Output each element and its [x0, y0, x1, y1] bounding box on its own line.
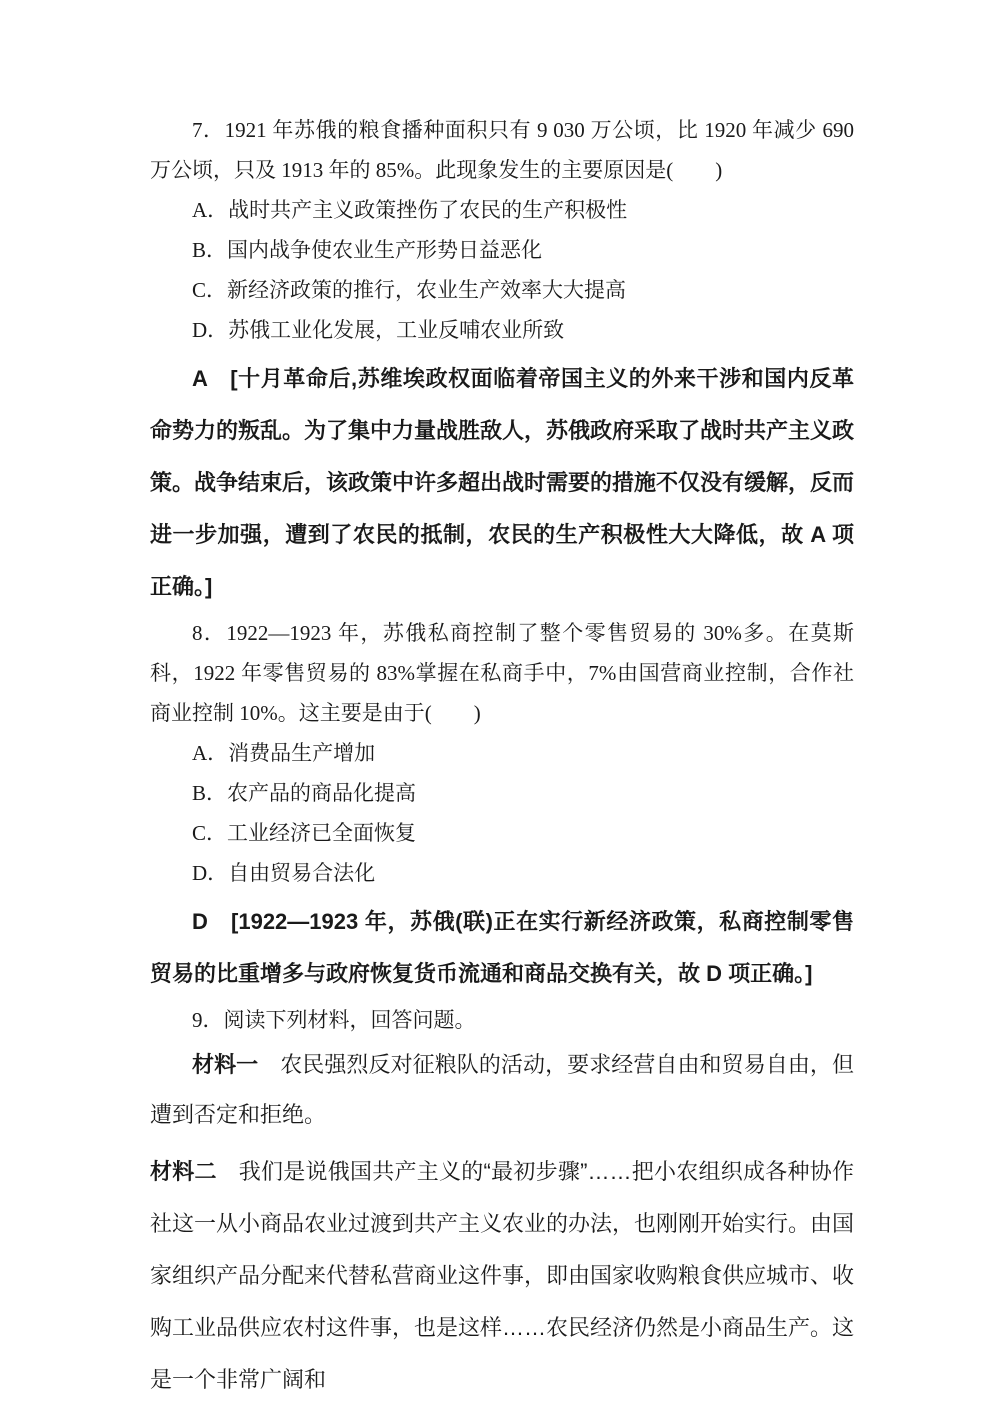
- question-9: [150, 1000, 854, 1406]
- material-2-text: 我们是说俄国共产主义的“最初步骤”……把小农组织成各种协作社这一从小商品农业过渡到共产主义农业的办法，也刚刚开始实行。由国家组织产品分配来代替私营商业这件事，即由国家收购粮食供应城市、收购工业品供应农村这件事，也是这样……农民经济仍然是小商品生产。这是一个非常广阔和: [150, 1159, 855, 1392]
- question-7-option-a: A．战时共产主义政策挫伤了农民的生产积极性: [192, 198, 628, 222]
- question-8-option-c: C．工业经济已全面恢复: [192, 821, 417, 845]
- question-7-stem: 7．1921 年苏俄的粮食播种面积只有 9 030 万公顷，比 1920 年减少 690 万公顷，只及 1913 年的 85%。此现象发生的主要原因是( ): [150, 118, 854, 182]
- question-8-answer-explanation: D [1922—1923 年，苏俄(联)正在实行新经济政策，私商控制零售贸易的比重增多与政府恢复货币流通和商品交换有关，故 D 项正确。]: [150, 909, 854, 986]
- question-9-stem: 9．阅读下列材料，回答问题。: [192, 1008, 476, 1032]
- question-7-answer-explanation: A [十月革命后,苏维埃政权面临着帝国主义的外来干涉和国内反革命势力的叛乱。为了集中力量战胜敌人，苏俄政府采取了战时共产主义政策。战争结束后，该政策中许多超出战时需要的措施不仅没有缓解，反而进一步加强，遭到了农民的抵制，农民的生产积极性大大降低，故 A 项正确。]: [150, 366, 855, 599]
- question-7: [150, 110, 854, 613]
- material-2: [150, 1146, 854, 1406]
- material-2-label: 材料二: [150, 1159, 217, 1184]
- question-8-option-d: D．自由贸易合法化: [192, 861, 376, 885]
- question-8: [150, 613, 854, 1000]
- material-1-text: 农民强烈反对征粮队的活动，要求经营自由和贸易自由，但遭到否定和拒绝。: [150, 1052, 854, 1127]
- question-8-option-b: B．农产品的商品化提高: [192, 781, 417, 805]
- question-7-option-d: D．苏俄工业化发展，工业反哺农业所致: [192, 318, 565, 342]
- material-1: [150, 1040, 854, 1140]
- question-8-option-a: A．消费品生产增加: [192, 741, 376, 765]
- material-1-label: 材料一: [192, 1052, 259, 1077]
- question-8-stem: 8．1922—1923 年，苏俄私商控制了整个零售贸易的 30%多。在莫斯科，1922 年零售贸易的 83%掌握在私商手中，7%由国营商业控制，合作社商业控制 10%。这主要是由于( ): [150, 621, 854, 725]
- question-7-option-b: B．国内战争使农业生产形势日益恶化: [192, 238, 543, 262]
- question-7-option-c: C．新经济政策的推行，农业生产效率大大提高: [192, 278, 627, 302]
